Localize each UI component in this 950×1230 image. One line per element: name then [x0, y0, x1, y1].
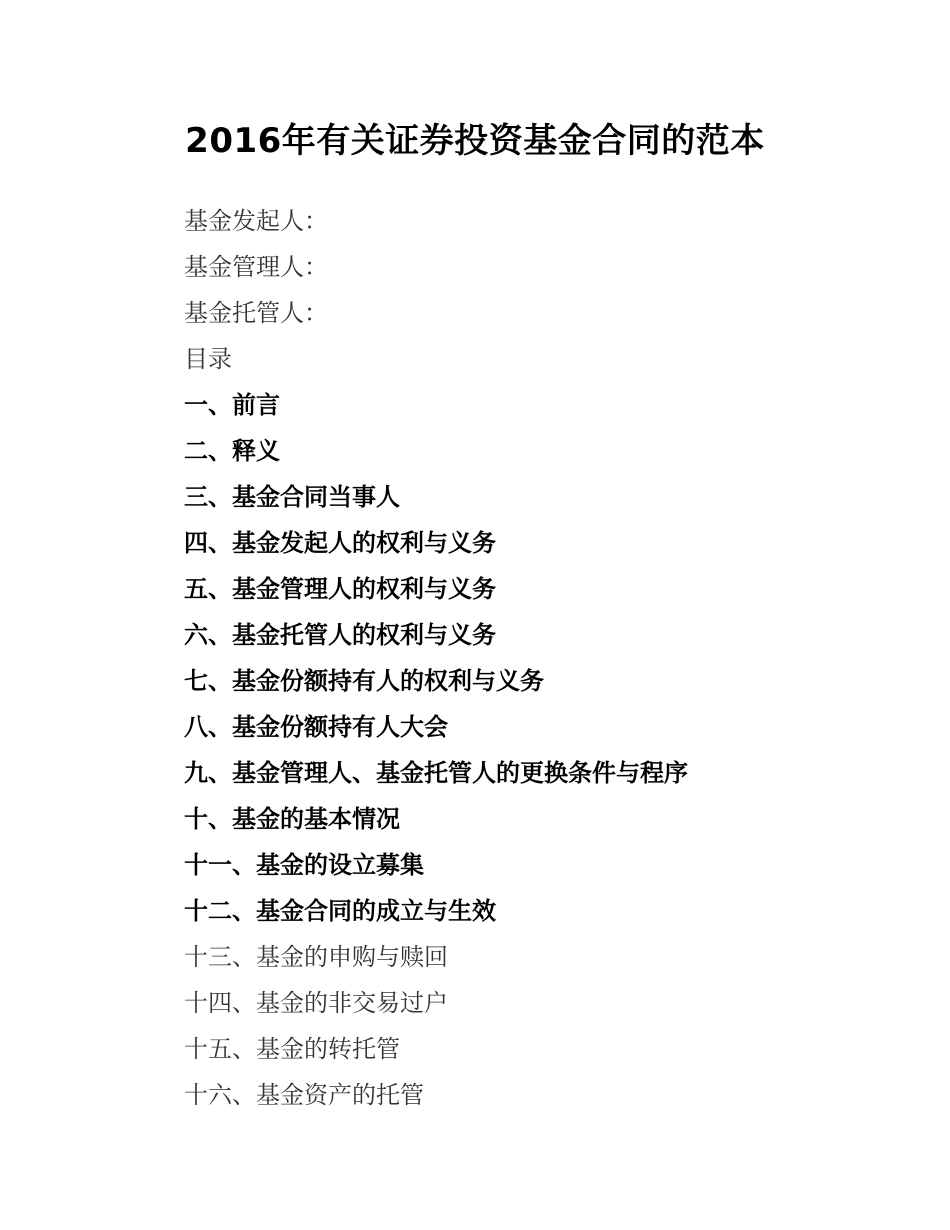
toc-item: 六、基金托管人的权利与义务: [184, 621, 496, 649]
toc-item: 十四、基金的非交易过户: [184, 989, 448, 1017]
toc-item: 七、基金份额持有人的权利与义务: [184, 667, 544, 695]
toc-item: 三、基金合同当事人: [184, 483, 400, 511]
document-body: [184, 198, 884, 1118]
toc-item: 八、基金份额持有人大会: [184, 713, 448, 741]
toc-item: 十三、基金的申购与赎回: [184, 943, 448, 971]
toc-item: 十、基金的基本情况: [184, 805, 400, 833]
toc-item: 一、前言: [184, 391, 280, 419]
toc-item: 十五、基金的转托管: [184, 1035, 400, 1063]
toc-item: 十一、基金的设立募集: [184, 851, 424, 879]
document-title: 2016年有关证券投资基金合同的范本: [185, 121, 765, 161]
field-fund-manager: 基金管理人：: [184, 253, 328, 281]
toc-item: 十二、基金合同的成立与生效: [184, 897, 496, 925]
toc-item: 十六、基金资产的托管: [184, 1081, 424, 1109]
field-fund-custodian: 基金托管人：: [184, 299, 328, 327]
toc-item: 二、释义: [184, 437, 280, 465]
toc-item: 五、基金管理人的权利与义务: [184, 575, 496, 603]
toc-heading: 目录: [184, 345, 232, 373]
toc-item: 四、基金发起人的权利与义务: [184, 529, 496, 557]
toc-item: 九、基金管理人、基金托管人的更换条件与程序: [184, 759, 688, 787]
field-fund-sponsor: 基金发起人：: [184, 207, 328, 235]
